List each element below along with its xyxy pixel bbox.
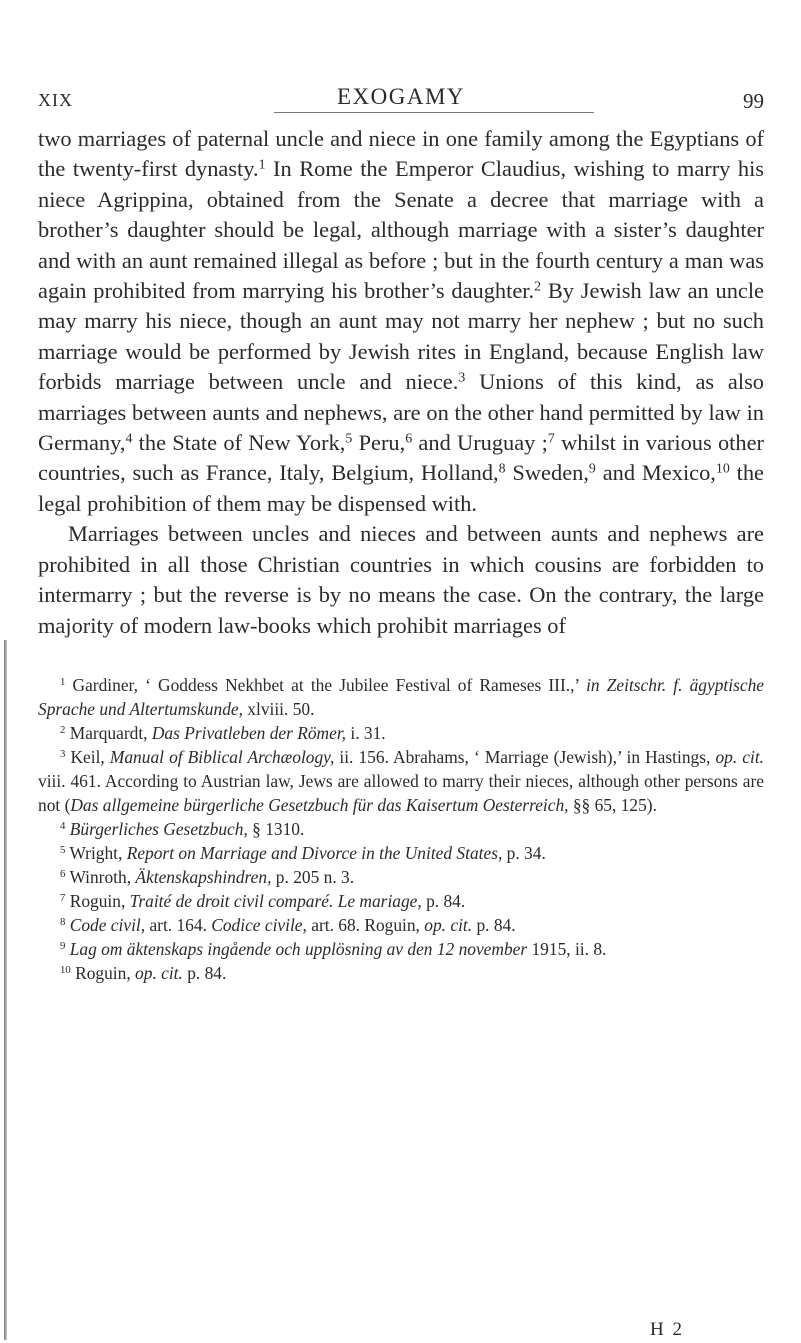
footnote <box>38 673 764 721</box>
italic-title: Report on Marriage and Divorce in the United States, <box>126 843 503 863</box>
text-run: art. 68. Roguin, <box>306 915 425 935</box>
text-run: and Mexico, <box>595 460 716 486</box>
italic-title: op. cit. <box>424 915 473 935</box>
text-run: By Jewish law an uncle may marry his niece, though an aunt may not marry her nephew ; but no such marriage would be performed by Jewish rites in England, because English law forbids marriage between uncle and niece. <box>38 278 764 395</box>
footnote <box>38 721 764 745</box>
text-run: Winroth, <box>69 867 136 887</box>
text-run: Wright, <box>69 843 127 863</box>
italic-title: Manual of Biblical Archæology, <box>109 747 335 767</box>
running-header <box>38 72 764 112</box>
footnote-marker: 10 <box>60 964 71 977</box>
text-run: art. 164. <box>145 915 212 935</box>
text-run: p. 205 n. 3. <box>271 867 355 887</box>
footnote-reference: 1 <box>258 157 266 173</box>
text-run: Keil, <box>70 747 110 767</box>
italic-title: Äktenskapshindren, <box>135 867 272 887</box>
text-run: whilst in various other countries, such as France, Italy, Belgium, Holland, <box>38 430 764 486</box>
text-run: two marriages of paternal uncle and niece in one family among the Egyptians of the twenty-first dynasty. <box>38 126 764 182</box>
text-run: Roguin, <box>69 891 130 911</box>
footnote-reference: 4 <box>125 431 133 447</box>
text-run: Marquardt, <box>69 723 152 743</box>
text-run: xlviii. 50. <box>242 699 315 719</box>
footnote <box>38 745 764 817</box>
footnote <box>38 841 764 865</box>
footnotes <box>38 673 764 985</box>
text-run: Marriages between uncles and nieces and between aunts and nephews are prohibited in all those Christian countries in which cousins are forbidden to intermarry ; but the reverse is by no means the case. On the contrary, the large majority of modern law-books which prohibit marriages of <box>38 521 764 638</box>
binding-edge <box>4 640 7 1340</box>
text-run: 1915, ii. 8. <box>527 939 607 959</box>
italic-title: Traité de droit civil comparé. Le mariage, <box>129 891 422 911</box>
italic-title: Lag om äktenskaps ingående och upplösning av den 12 november <box>69 939 528 959</box>
text-run: Gardiner, ‘ Goddess Nekhbet at the Jubilee Festival of Rameses III.,’ <box>72 675 587 695</box>
footnote-marker: 9 <box>60 940 66 953</box>
header-rule <box>274 112 594 113</box>
text-run: p. 84. <box>421 891 466 911</box>
footnote <box>38 937 764 961</box>
footnote-marker: 4 <box>60 820 66 833</box>
footnote-marker: 6 <box>60 868 66 881</box>
running-title: EXOGAMY <box>336 84 466 109</box>
chapter-number: XIX <box>38 90 73 110</box>
footnote-reference: 2 <box>534 279 542 295</box>
text-run: In Rome the Emperor Claudius, wishing to marry his niece Agrippina, obtained from the Senate a decree that marriage with a brother’s daughter should be legal, although marriage with a sister’s daughter and with an aunt remained illegal as before ; but in the fourth century a man was again prohibited from marrying his brother’s daughter. <box>38 156 765 304</box>
footnote-marker: 5 <box>60 844 66 857</box>
footnote-marker: 1 <box>60 676 66 689</box>
text-run: p. 34. <box>502 843 546 863</box>
paragraph <box>38 519 764 641</box>
italic-title: Code civil, <box>69 915 146 935</box>
footnote-marker: 3 <box>60 748 66 761</box>
text-run: i. 31. <box>346 723 386 743</box>
footnote-reference: 5 <box>345 431 353 447</box>
main-text <box>38 124 764 641</box>
text-run: the legal prohibition of them may be dispensed with. <box>38 460 764 516</box>
paragraph <box>38 124 764 519</box>
footnote <box>38 913 764 937</box>
footnote-reference: 7 <box>547 431 555 447</box>
footnote <box>38 889 764 913</box>
footnote-reference: 3 <box>458 370 466 386</box>
footnote <box>38 961 764 985</box>
italic-title: in Zeitschr. f. ägyptische Sprache und Altertumskunde, <box>38 675 764 719</box>
footnote <box>38 865 764 889</box>
text-run: p. 84. <box>182 963 227 983</box>
footnote-reference: 10 <box>715 461 730 477</box>
text-run: Unions of this kind, as also marriages between aunts and nephews, are on the other hand permitted by law in Germany, <box>38 369 764 456</box>
italic-title: op. cit. <box>715 747 764 767</box>
text-run: viii. 461. According to Austrian law, Jews are allowed to marry their nieces, although other persons are not ( <box>38 771 764 815</box>
italic-title: Das Privatleben der Römer, <box>151 723 347 743</box>
text-run: ii. 156. Abrahams, ‘ Marriage (Jewish),’ in Hastings, <box>334 747 716 767</box>
text-run: and Uruguay ; <box>412 430 548 456</box>
footnote-marker: 8 <box>60 916 66 929</box>
italic-title: Bürgerliches Gesetzbuch, <box>69 819 248 839</box>
footnote <box>38 817 764 841</box>
footnote-reference: 8 <box>498 461 506 477</box>
footnote-reference: 6 <box>405 431 413 447</box>
text-run: p. 84. <box>472 915 516 935</box>
page-number: 99 <box>743 89 764 113</box>
text-run: §§ 65, 125). <box>568 795 657 815</box>
text-run: Sweden, <box>505 460 589 486</box>
italic-title: op. cit. <box>135 963 183 983</box>
text-run: the State of New York, <box>132 430 346 456</box>
italic-title: Das allgemeine bürgerliche Gesetzbuch für das Kaisertum Oesterreich, <box>70 795 569 815</box>
text-run: Peru, <box>352 430 406 456</box>
text-run: Roguin, <box>75 963 136 983</box>
italic-title: Codice civile, <box>211 915 307 935</box>
footnote-marker: 7 <box>60 892 66 905</box>
footnote-reference: 9 <box>588 461 596 477</box>
text-run: § 1310. <box>247 819 305 839</box>
footnote-marker: 2 <box>60 724 66 737</box>
signature-mark: H 2 <box>650 1319 684 1340</box>
